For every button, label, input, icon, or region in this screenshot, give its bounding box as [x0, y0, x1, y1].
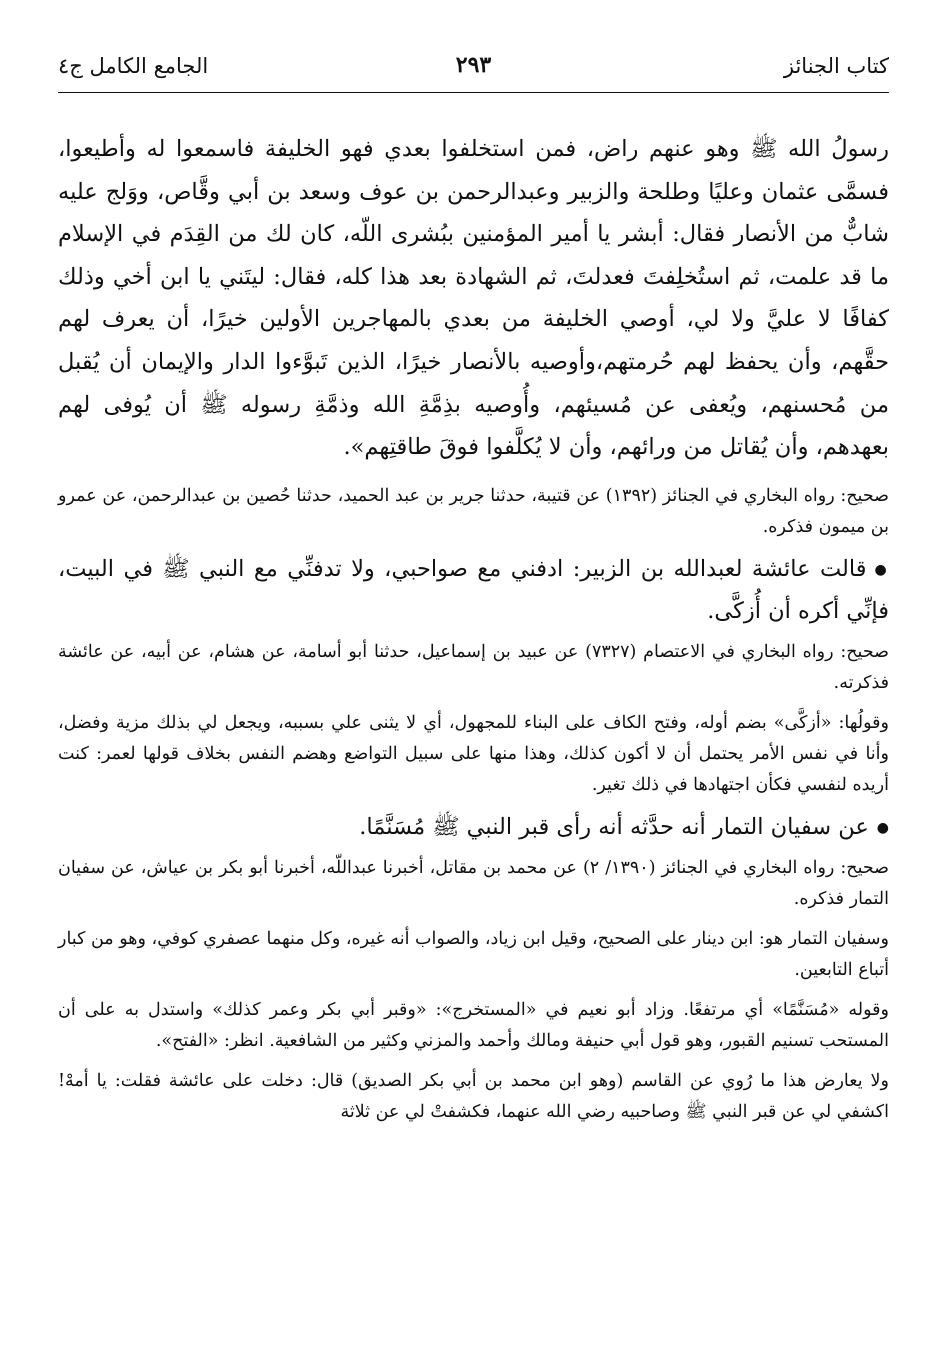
- hadith-text: [58, 807, 889, 850]
- bullet-icon: ●: [876, 819, 889, 836]
- main-paragraph: رسولُ الله ﷺ وهو عنهم راض، فمن استخلفوا بعدي فهو الخليفة فاسمعوا له وأطيعوا، فسمَّى عثمان وعليًا وطلحة والزبير وعبدالرحمن بن عوف وسعد بن أبي وقَّاص، ووَلج عليه شابٌّ من الأنصار فقال: أبشر يا أمير المؤمنين ببُشرى اللّه، كان لك من القِدَم في الإسلام ما قد علمت، ثم استُخلِفتَ فعدلتَ، ثم الشهادة بعد هذا كله، فقال: ليتَني يا ابن أخي وذلك كفافًا لا عليَّ ولا لي، أوصي الخليفة من بعدي بالمهاجرين الأولين خيرًا، أن يعرف لهم حقَّهم، وأن يحفظ لهم حُرمتهم،وأوصيه بالأنصار خيرًا، الذين تَبوَّءوا الدار والإيمان أن يُقبل من مُحسنهم، ويُعفى عن مُسيئهم، وأُوصيه بذِمَّةِ الله وذمَّةِ رسوله ﷺ أن يُوفى لهم بعهدهم، وأن يُقاتل من ورائهم، وأن لا يُكلَّفوا فوقَ طاقتِهم».: [58, 136, 889, 461]
- page-header: [58, 48, 889, 88]
- commentary-note: وقولُها: «أزكَّى» بضم أوله، وفتح الكاف على البناء للمجهول، أي لا يثنى علي بسببه، ويجعل لي بذلك مزية وفضل، وأنا في نفس الأمر يحتمل أن لا أكون كذلك، وهذا منها على سبيل التواضع وهضم النفس بخلاف قولها لعمر: كنت أريده لنفسي فكأن اجتهادها في ذلك تغير.: [58, 712, 889, 795]
- main-text: [58, 128, 889, 469]
- page-number: ٢٩٣: [455, 52, 492, 78]
- hadith-body: قالت عائشة لعبدالله بن الزبير: ادفني مع صواحبي، ولا تدفنِّي مع النبي ﷺ في البيت، فإنِّي أكره أن أُزكَّى.: [58, 555, 889, 625]
- hadith-text: [58, 549, 889, 633]
- book-title: الجامع الكامل ج٤: [58, 54, 209, 78]
- book-page: [58, 48, 889, 1371]
- takhrij-note: صحيح: رواه البخاري في الجنائز (١٣٩٠/ ٢) عن محمد بن مقاتل، أخبرنا عبداللّه، أخبرنا أبو بكر بن عياش، عن سفيان التمار فذكره.: [58, 858, 889, 910]
- takhrij-note: صحيح: رواه البخاري في الاعتصام (٧٣٢٧) عن عبيد بن إسماعيل، حدثنا أبو أسامة، عن هشام، عن أبيه، عن عائشة فذكرته.: [58, 641, 889, 693]
- header-rule: [58, 92, 889, 93]
- commentary-note: وسفيان التمار هو: ابن دينار على الصحيح، وقيل ابن زياد، والصواب أنه غيره، وكل منهما عصفري كوفي، وهو من كبار أتباع التابعين.: [58, 929, 889, 981]
- takhrij-note: صحيح: رواه البخاري في الجنائز (١٣٩٢) عن قتيبة، حدثنا جرير بن عبد الحميد، حدثنا حُصين بن عبدالرحمن، عن عمرو بن ميمون فذكره.: [58, 485, 889, 537]
- commentary-note: وقوله «مُسَنَّمًا» أي مرتفعًا. وزاد أبو نعيم في «المستخرج»: «وقبر أبي بكر وعمر كذلك» واستدل به على أن المستحب تسنيم القبور، وهو قول أبي حنيفة ومالك وأحمد والمزني وكثير من الشافعية. انظر: «الفتح».: [58, 1000, 889, 1052]
- hadith-body: عن سفيان التمار أنه حدَّثه أنه رأى قبر النبي ﷺ مُسَنَّمًا.: [359, 813, 869, 840]
- commentary-note: ولا يعارض هذا ما رُوي عن القاسم (وهو ابن محمد بن أبي بكر الصديق) قال: دخلت على عائشة فقلت: يا أمهْ! اكشفي لي عن قبر النبي ﷺ وصاحبيه رضي الله عنهما، فكشفتْ لي عن ثلاثة: [58, 1071, 889, 1123]
- bullet-icon: ●: [874, 561, 889, 578]
- chapter-title: كتاب الجنائز: [783, 54, 889, 78]
